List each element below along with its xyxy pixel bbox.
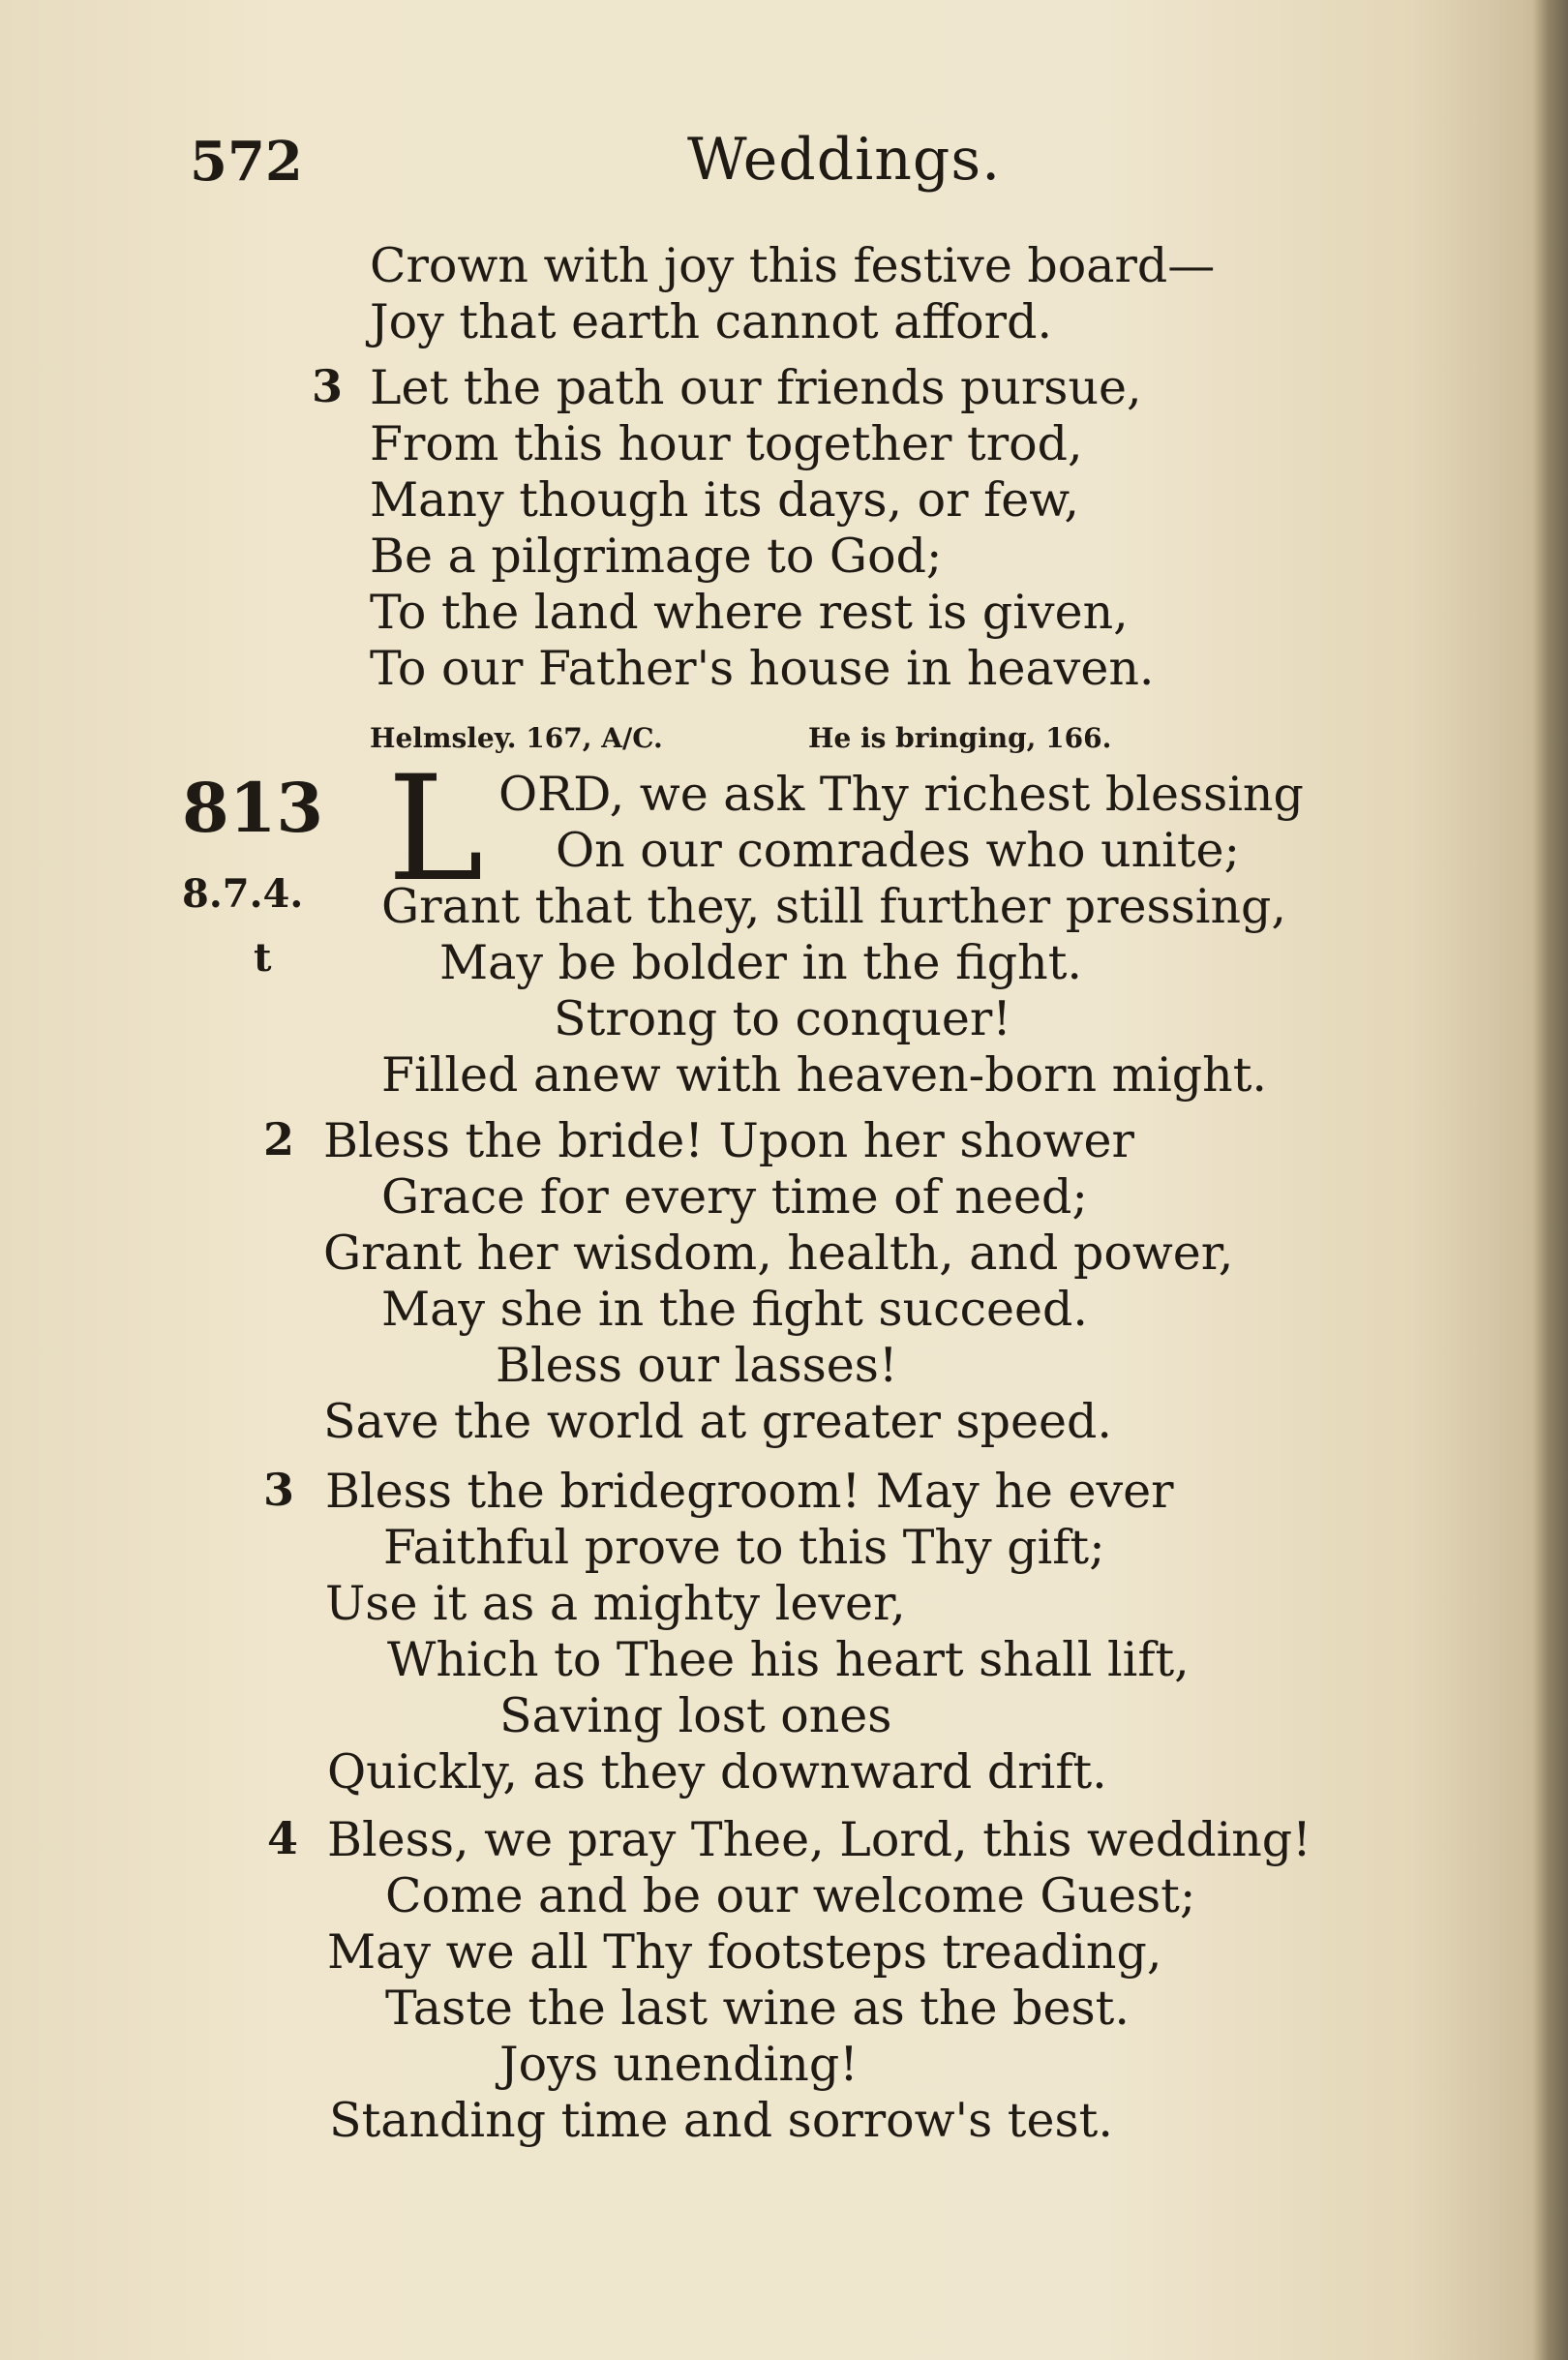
hymn-number: 813 <box>182 768 324 848</box>
verse-line: From this hour together trod, <box>370 416 1083 471</box>
verse-line: Be a pilgrimage to God; <box>370 529 943 584</box>
hymn-mark: t <box>254 935 272 981</box>
book-spine-shadow <box>1533 0 1568 2360</box>
prev-hymn-line: Crown with joy this festive board— <box>370 238 1216 293</box>
verse-line: Filled anew with heaven-born might. <box>381 1047 1267 1103</box>
verse-line: To the land where rest is given, <box>370 585 1129 640</box>
verse-line: Standing time and sorrow's test. <box>329 2093 1113 2148</box>
verse-line: Faithful prove to this Thy gift; <box>383 1520 1105 1575</box>
verse-line: Quickly, as they downward drift. <box>327 1744 1107 1800</box>
verse-line: On our comrades who unite; <box>556 823 1241 878</box>
verse-number: 3 <box>263 1464 295 1516</box>
verse-line: Let the path our friends pursue, <box>370 360 1142 415</box>
verse-line: Grant that they, still further pressing, <box>381 879 1286 934</box>
hymn-meter: 8.7.4. <box>182 871 304 917</box>
verse-number: 2 <box>263 1113 295 1165</box>
verse-line: Strong to conquer! <box>554 991 1011 1046</box>
verse-line: Which to Thee his heart shall lift, <box>387 1632 1190 1687</box>
verse-line: Come and be our welcome Guest; <box>385 1868 1196 1923</box>
page-title: Weddings. <box>687 126 1002 194</box>
verse-line: Grant her wisdom, health, and power, <box>323 1225 1234 1281</box>
prev-hymn-line: Joy that earth cannot afford. <box>370 294 1053 349</box>
tune-reference: Helmsley. 167, A/C. <box>370 722 663 754</box>
verse-line: Many though its days, or few, <box>370 472 1079 528</box>
verse-line: Saving lost ones <box>499 1688 892 1743</box>
verse-line: Bless our lasses! <box>496 1338 898 1393</box>
verse-line: May we all Thy footsteps treading, <box>327 1924 1162 1980</box>
verse-line: Grace for every time of need; <box>381 1169 1088 1225</box>
verse-line: Taste the last wine as the best. <box>385 1981 1130 2036</box>
verse-line: Joys unending! <box>499 2037 859 2092</box>
verse-line: Bless, we pray Thee, Lord, this wedding! <box>327 1812 1312 1867</box>
verse-line: To our Father's house in heaven. <box>370 641 1155 696</box>
verse-line: Bless the bride! Upon her shower <box>323 1113 1134 1168</box>
verse-line: Save the world at greater speed. <box>323 1394 1112 1449</box>
verse-line: May be bolder in the fight. <box>439 935 1082 990</box>
verse-line: ORD, we ask Thy richest blessing <box>498 767 1304 822</box>
verse-line: Use it as a mighty lever, <box>325 1576 906 1631</box>
verse-line: May she in the fight succeed. <box>381 1282 1088 1337</box>
page-number: 572 <box>190 130 303 194</box>
verse-line: Bless the bridegroom! May he ever <box>325 1464 1174 1519</box>
drop-cap: L <box>387 745 484 914</box>
verse-number: 3 <box>312 360 344 412</box>
tune-reference: He is bringing, 166. <box>808 722 1112 754</box>
verse-number: 4 <box>267 1812 299 1864</box>
